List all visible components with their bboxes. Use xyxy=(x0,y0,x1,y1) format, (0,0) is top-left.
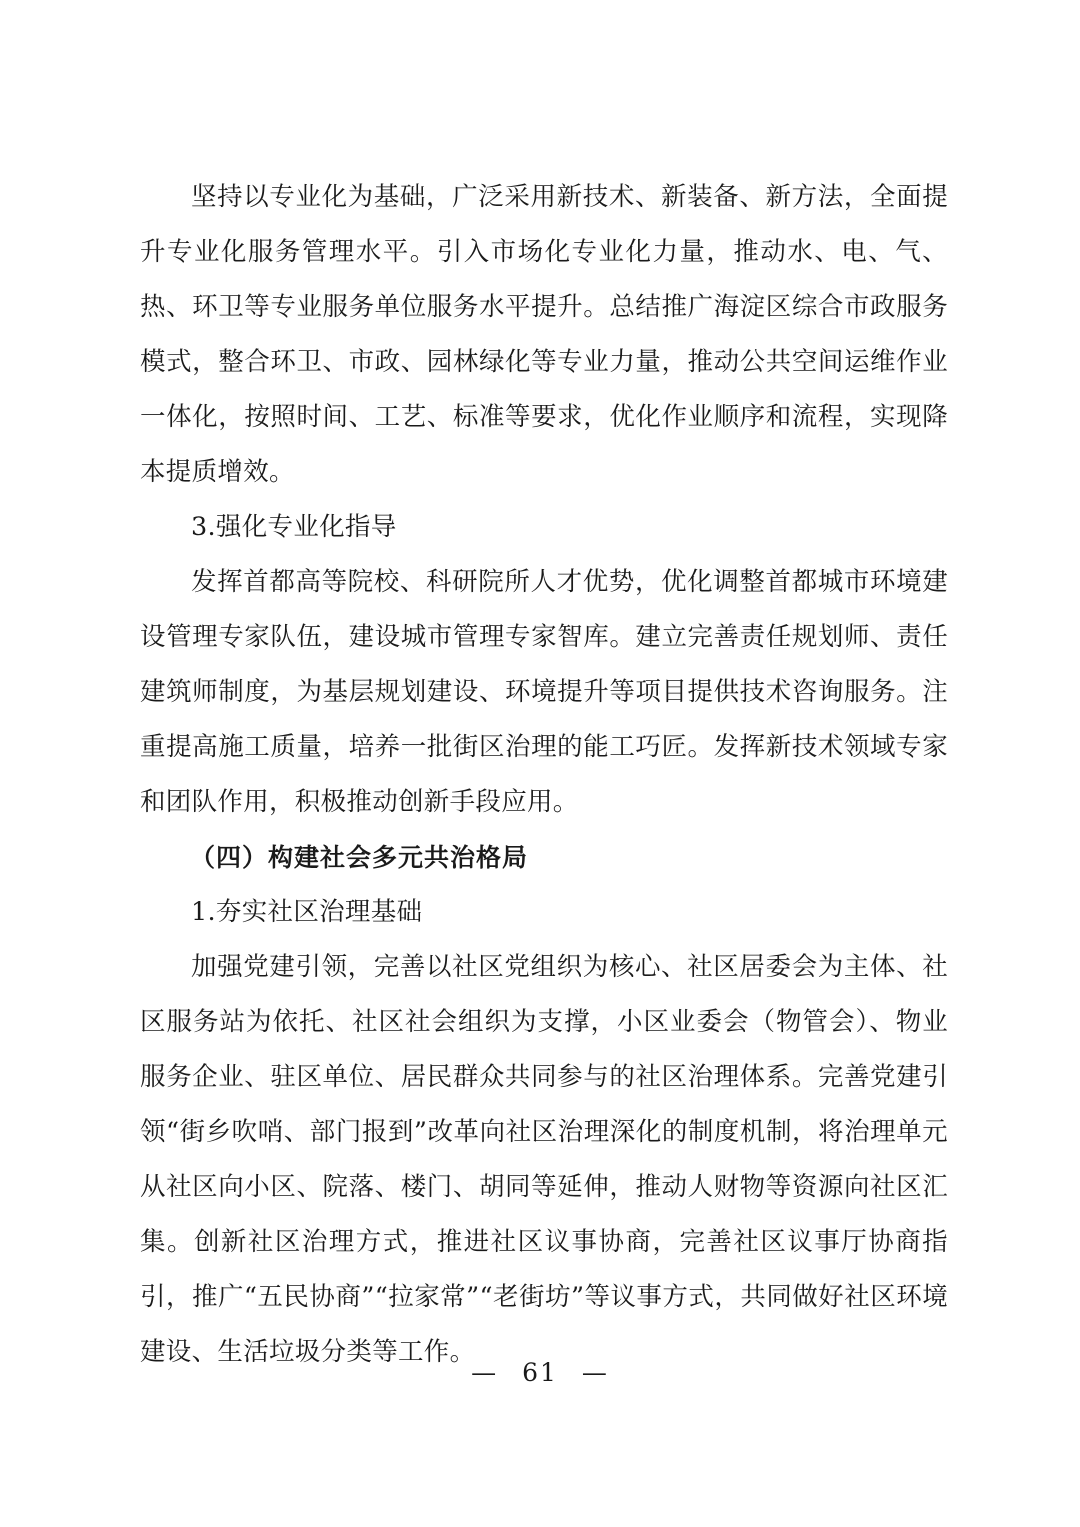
page-number: 61 xyxy=(522,1358,558,1387)
document-body xyxy=(140,170,948,1380)
heading-strengthen-professional-guidance: 3.强化专业化指导 xyxy=(191,512,397,542)
heading-section-four: （四）构建社会多元共治格局 xyxy=(190,843,529,872)
footer-dash-left: — xyxy=(471,1358,499,1387)
heading-community-governance-foundation: 1.夯实社区治理基础 xyxy=(191,897,423,927)
page-footer xyxy=(0,1358,1080,1387)
paragraph-community-governance: 加强党建引领，完善以社区党组织为核心、社区居委会为主体、社区服务站为依托、社区社会组织为支撑，小区业委会（物管会）、物业服务企业、驻区单位、居民群众共同参与的社区治理体系。完善党建引领“街乡吹哨、部门报到”改革向社区治理深化的制度机制，将治理单元从社区向小区、院落、楼门、胡同等延伸，推动人财物等资源向社区汇集。创新社区治理方式，推进社区议事协商，完善社区议事厅协商指引，推广“五民协商”“拉家常”“老街坊”等议事方式，共同做好社区环境建设、生活垃圾分类等工作。 xyxy=(140,952,948,1367)
footer-dash-right: — xyxy=(581,1358,609,1387)
paragraph-professional-guidance: 发挥首都高等院校、科研院所人才优势，优化调整首都城市环境建设管理专家队伍，建设城市管理专家智库。建立完善责任规划师、责任建筑师制度，为基层规划建设、环境提升等项目提供技术咨询服务。注重提高施工质量，培养一批街区治理的能工巧匠。发挥新技术领域专家和团队作用，积极推动创新手段应用。 xyxy=(140,567,948,817)
paragraph-professional-basis: 坚持以专业化为基础，广泛采用新技术、新装备、新方法，全面提升专业化服务管理水平。引入市场化专业化力量，推动水、电、气、热、环卫等专业服务单位服务水平提升。总结推广海淀区综合市政服务模式，整合环卫、市政、园林绿化等专业力量，推动公共空间运维作业一体化，按照时间、工艺、标准等要求，优化作业顺序和流程，实现降本提质增效。 xyxy=(140,182,948,487)
